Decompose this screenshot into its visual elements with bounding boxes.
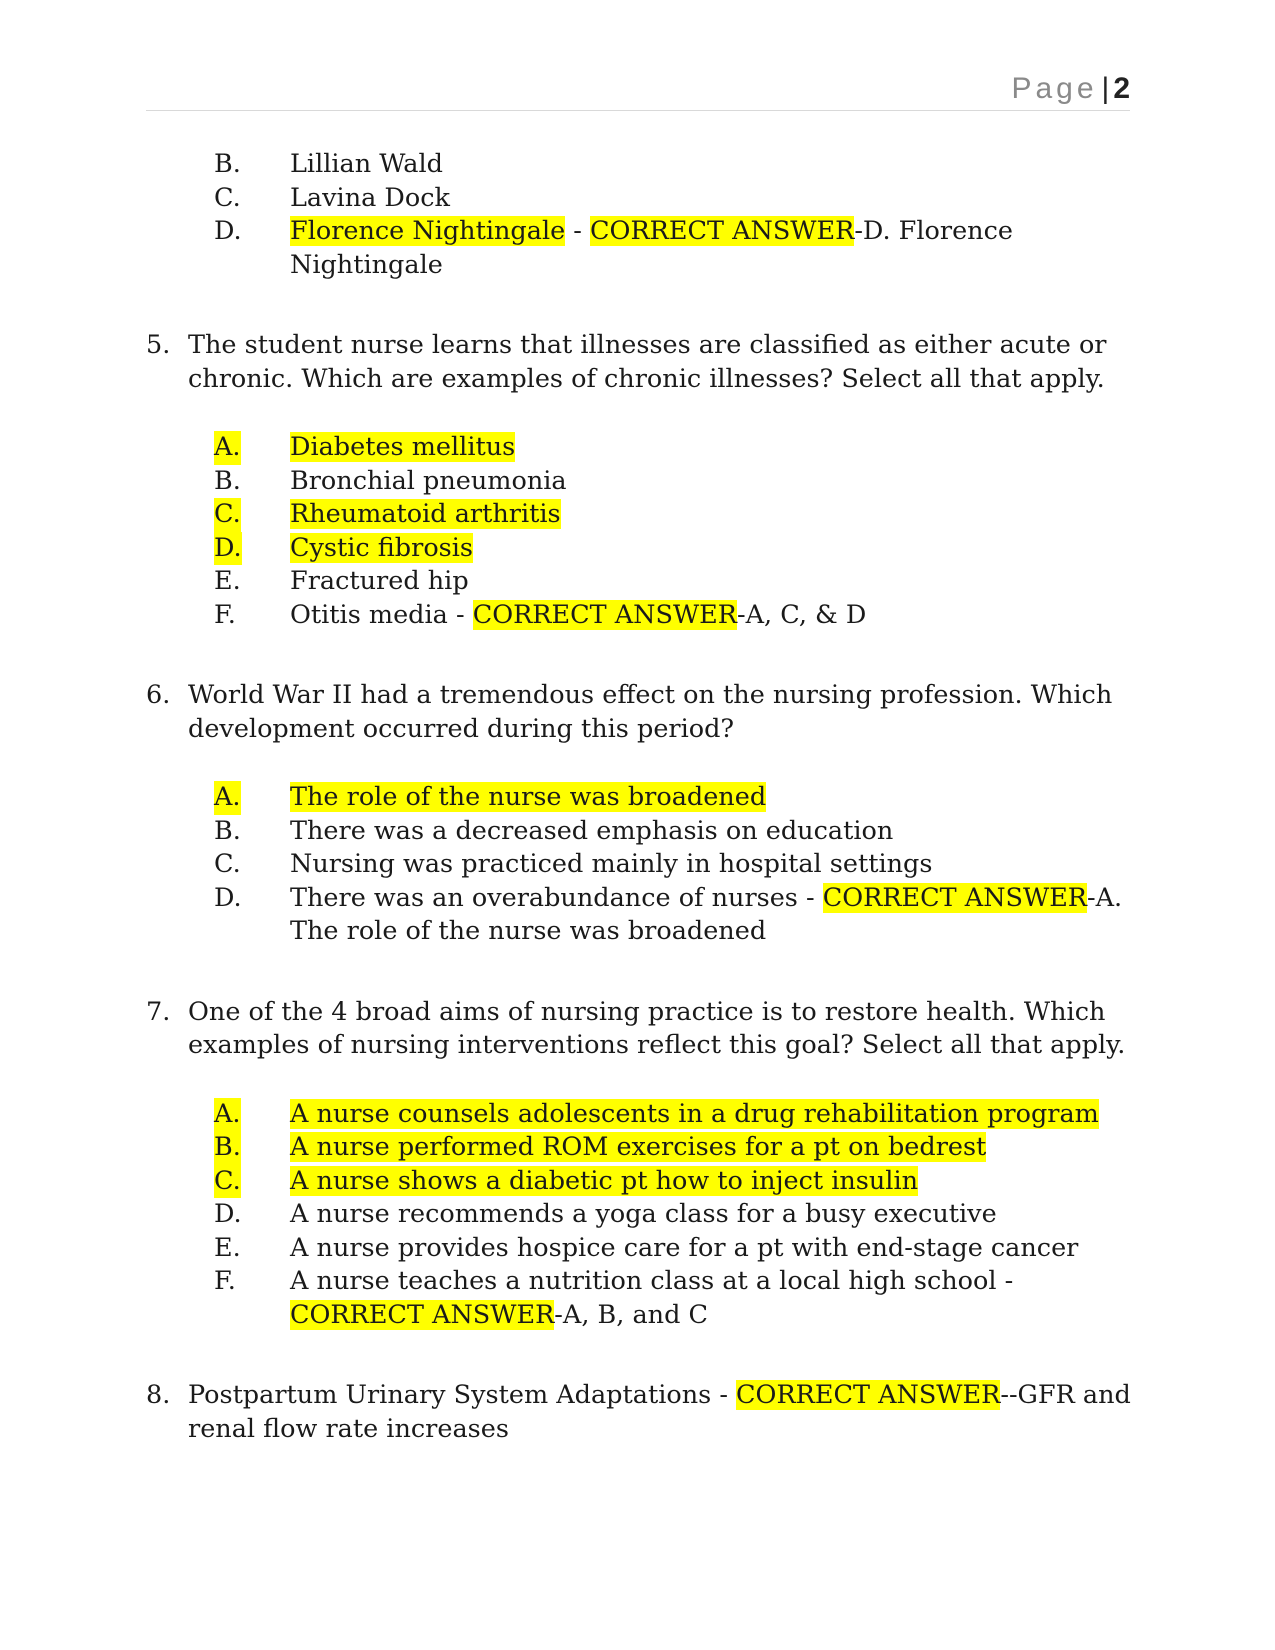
option-letter: F. — [214, 1266, 236, 1296]
option-letter: E. — [214, 1232, 241, 1263]
document-body — [146, 148, 1136, 1446]
option-text: Lillian Wald — [290, 149, 443, 179]
option-text: A nurse teaches a nutrition class at a local high school - — [290, 1266, 1014, 1296]
q5-options — [146, 431, 1136, 632]
option-letter: C. — [214, 849, 241, 879]
option-letter: E. — [214, 566, 241, 596]
correct-answer-label: CORRECT ANSWER — [590, 216, 855, 246]
page-header — [146, 68, 1130, 111]
q4-options — [146, 148, 1136, 282]
q7-options — [146, 1098, 1136, 1333]
answer-separator: - — [565, 216, 591, 246]
option-letter: C. — [214, 498, 241, 532]
question-number: 7. — [146, 996, 171, 1027]
q7-option-e — [146, 1232, 1136, 1266]
option-letter: D. — [214, 532, 242, 566]
option-text: A nurse recommends a yoga class for a busy executive — [290, 1199, 997, 1229]
q6-option-c — [146, 848, 1136, 882]
q7-option-a — [146, 1098, 1136, 1132]
option-letter: B. — [214, 815, 241, 846]
q5-option-b — [146, 465, 1136, 499]
page-number — [1011, 72, 1130, 106]
option-letter: D. — [214, 882, 242, 913]
question-number: 5. — [146, 330, 171, 360]
q4-option-d — [146, 215, 1136, 282]
question-number: 6. — [146, 680, 171, 710]
page-separator: | — [1101, 72, 1110, 105]
page-label: Page — [1011, 72, 1098, 105]
option-letter: A. — [214, 781, 241, 815]
q7-option-c — [146, 1165, 1136, 1199]
q7-option-b — [146, 1131, 1136, 1165]
option-text-highlighted: A nurse performed ROM exercises for a pt on bedrest — [290, 1132, 987, 1162]
option-text: Bronchial pneumonia — [290, 465, 567, 496]
question-6 — [146, 679, 1136, 746]
question-text: World War II had a tremendous effect on the nursing profession. Which development occurred during this period? — [188, 680, 1113, 744]
option-text: Fractured hip — [290, 566, 469, 596]
page-number-value: 2 — [1113, 72, 1130, 105]
option-text-highlighted: Rheumatoid arthritis — [290, 499, 561, 529]
q7-option-d — [146, 1198, 1136, 1232]
q5-option-e — [146, 565, 1136, 599]
option-letter: F. — [214, 599, 236, 630]
q4-option-b — [146, 148, 1136, 182]
correct-answer-text: -A, B, and C — [554, 1299, 709, 1330]
correct-answer-label: CORRECT ANSWER — [736, 1380, 1001, 1410]
q5-option-a — [146, 431, 1136, 465]
option-letter: A. — [214, 1098, 241, 1132]
option-text-highlighted: A nurse shows a diabetic pt how to inject insulin — [290, 1165, 919, 1196]
q5-option-f — [146, 599, 1136, 633]
option-text: Otitis media - — [290, 599, 473, 630]
correct-answer-label: CORRECT ANSWER — [290, 1299, 555, 1330]
correct-answer-text: -A. The role of the nurse was broadened — [290, 882, 1123, 946]
q6-option-d — [146, 882, 1136, 949]
option-text-highlighted: Diabetes mellitus — [290, 432, 516, 462]
option-letter: A. — [214, 431, 241, 465]
correct-answer-label: CORRECT ANSWER — [472, 599, 737, 630]
q6-option-b — [146, 815, 1136, 849]
q5-option-d — [146, 532, 1136, 566]
option-text-highlighted: Cystic fibrosis — [290, 532, 473, 563]
question-text: Postpartum Urinary System Adaptations - — [188, 1380, 737, 1410]
option-letter: D. — [214, 216, 242, 246]
correct-answer-text: --GFR and renal flow rate increases — [188, 1380, 1131, 1444]
option-text-highlighted: A nurse counsels adolescents in a drug rehabilitation program — [290, 1098, 1099, 1129]
option-letter: C. — [214, 182, 241, 213]
q4-option-c — [146, 182, 1136, 216]
option-text: A nurse provides hospice care for a pt with end-stage cancer — [290, 1232, 1079, 1263]
option-letter: B. — [214, 1131, 241, 1165]
correct-answer-text: -A, C, & D — [736, 599, 867, 630]
option-letter: B. — [214, 465, 241, 496]
q5-option-c — [146, 498, 1136, 532]
option-text: There was an overabundance of nurses - — [290, 882, 823, 913]
option-text: Nursing was practiced mainly in hospital settings — [290, 849, 933, 879]
option-letter: C. — [214, 1165, 241, 1199]
correct-answer-text: -D. Florence Nightingale — [290, 216, 1013, 280]
option-text: There was a decreased emphasis on education — [290, 815, 894, 846]
correct-answer-label: CORRECT ANSWER — [822, 882, 1088, 913]
option-text-highlighted: Florence Nightingale — [290, 216, 566, 246]
question-text: One of the 4 broad aims of nursing practice is to restore health. Which examples of nursing interventions reflect this goal? Select all that apply. — [188, 996, 1126, 1060]
q6-option-a — [146, 781, 1136, 815]
option-letter: B. — [214, 149, 241, 179]
q6-options — [146, 781, 1136, 949]
question-number: 8. — [146, 1380, 171, 1410]
question-7 — [146, 996, 1136, 1063]
option-text: Lavina Dock — [290, 182, 450, 213]
question-8 — [146, 1379, 1136, 1446]
option-letter: D. — [214, 1199, 242, 1229]
question-text: The student nurse learns that illnesses are classified as either acute or chronic. Which are examples of chronic illnesses? Select all that apply. — [188, 330, 1107, 394]
option-text-highlighted: The role of the nurse was broadened — [290, 782, 767, 812]
q7-option-f — [146, 1265, 1136, 1332]
question-5 — [146, 329, 1136, 396]
